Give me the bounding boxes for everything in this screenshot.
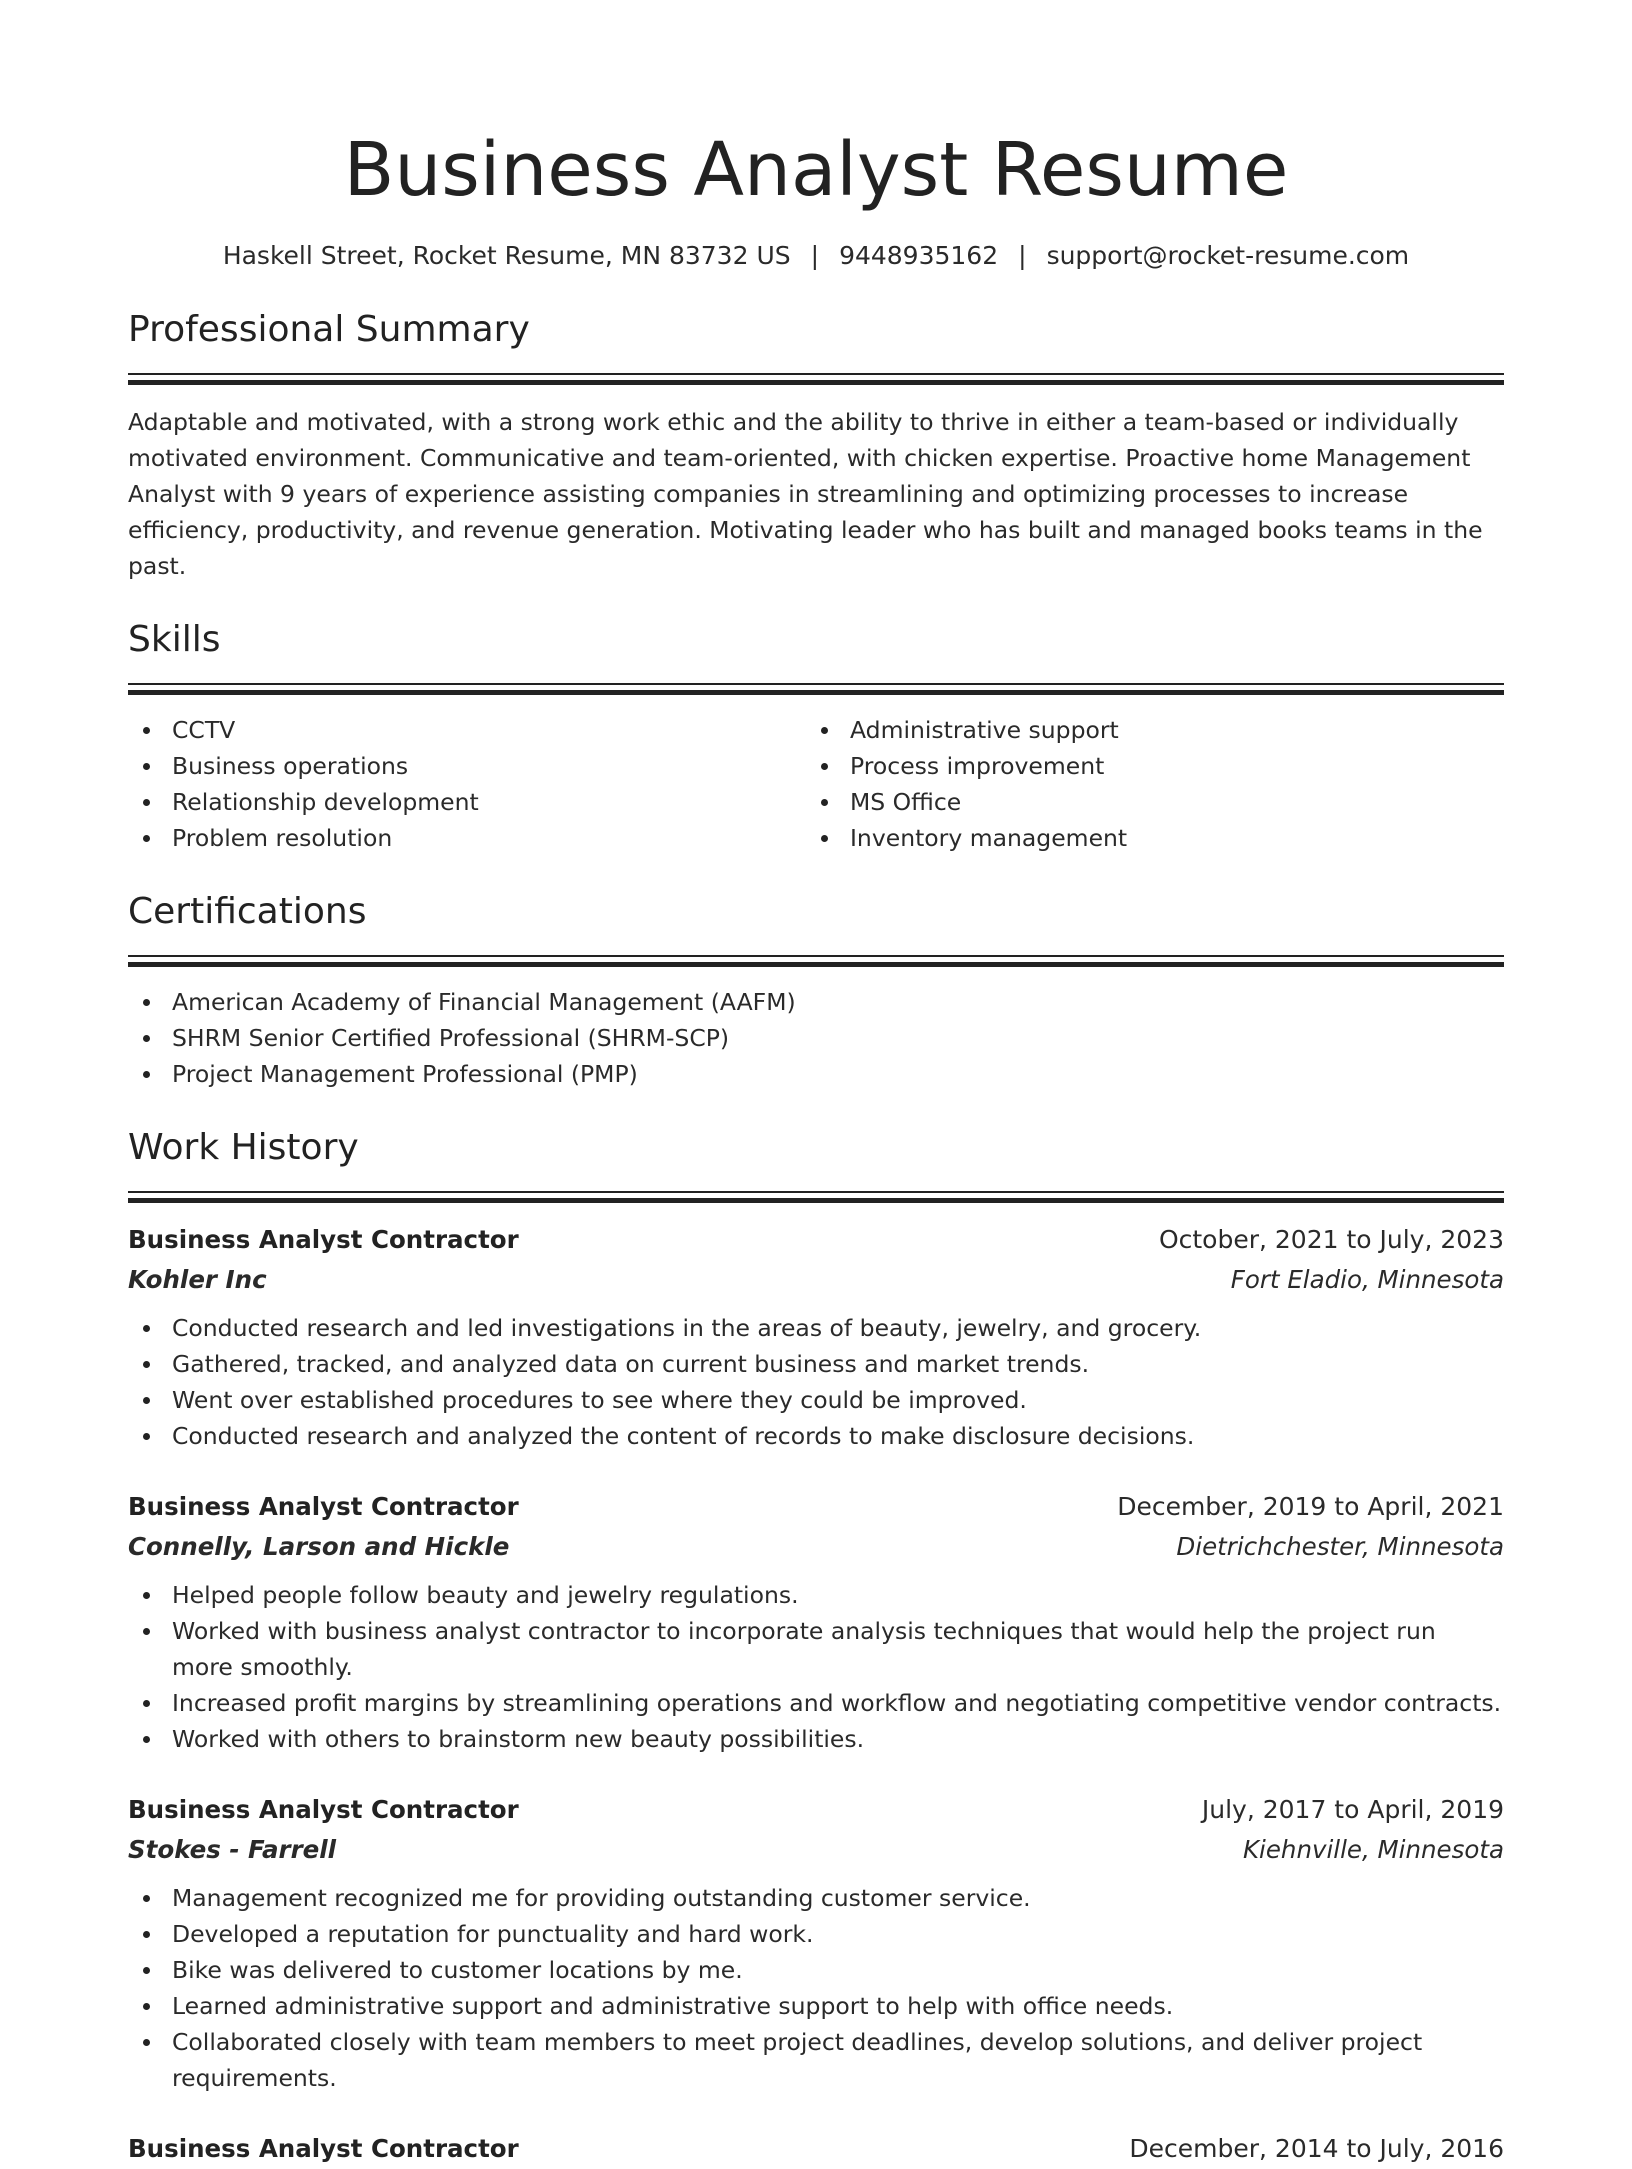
skill-item: Inventory management: [806, 820, 1484, 856]
work-history-section: [128, 1123, 1504, 2169]
skills-grid: [128, 712, 1504, 856]
certifications-list: [128, 984, 1504, 1092]
skill-item: Process improvement: [806, 748, 1484, 784]
job-dates: July, 2017 to April, 2019: [1201, 1795, 1504, 1824]
job-bullet: Bike was delivered to customer locations by me.: [128, 1952, 1504, 1988]
skill-item: Administrative support: [806, 712, 1484, 748]
certification-item: Project Management Professional (PMP): [128, 1056, 1504, 1092]
job-bullet: Conducted research and analyzed the content of records to make disclosure decisions.: [128, 1418, 1504, 1454]
job-company-row: [128, 1260, 1504, 1300]
job-header-row: [128, 2129, 1504, 2169]
job-title: Business Analyst Contractor: [128, 1795, 519, 1824]
job-company-row: [128, 1527, 1504, 1567]
job-location: Dietrichchester, Minnesota: [1176, 1532, 1504, 1561]
job-bullet: Gathered, tracked, and analyzed data on current business and market trends.: [128, 1346, 1504, 1382]
job-entry: [128, 1790, 1504, 2096]
resume-page: [128, 0, 1504, 2169]
job-dates: October, 2021 to July, 2023: [1158, 1225, 1504, 1254]
job-bullet: Increased profit margins by streamlining operations and workflow and negotiating competitive vendor contracts.: [128, 1685, 1504, 1721]
certifications-section: [128, 887, 1504, 1092]
section-divider: [128, 1191, 1504, 1204]
section-title-summary: Professional Summary: [128, 309, 530, 350]
contact-email: support@rocket-resume.com: [1046, 241, 1410, 270]
job-title: Business Analyst Contractor: [128, 2134, 519, 2163]
job-bullets: [128, 1880, 1504, 2096]
skill-item: Business operations: [128, 748, 806, 784]
section-title-work-history: Work History: [128, 1127, 359, 1168]
job-dates: December, 2019 to April, 2021: [1117, 1492, 1504, 1521]
job-bullet: Went over established procedures to see where they could be improved.: [128, 1382, 1504, 1418]
summary-section: [128, 305, 1504, 584]
skills-section: [128, 615, 1504, 856]
contact-separator: |: [810, 241, 820, 270]
job-bullet: Worked with others to brainstorm new beauty possibilities.: [128, 1721, 1504, 1757]
skills-column-right: [806, 712, 1484, 856]
job-bullet: Developed a reputation for punctuality and hard work.: [128, 1916, 1504, 1952]
skill-item: CCTV: [128, 712, 806, 748]
job-bullet: Learned administrative support and administrative support to help with office needs.: [128, 1988, 1504, 2024]
skills-column-left: [128, 712, 806, 856]
section-divider: [128, 373, 1504, 386]
job-header-row: [128, 1487, 1504, 1527]
job-bullets: [128, 1310, 1504, 1454]
job-location: Fort Eladio, Minnesota: [1230, 1265, 1504, 1294]
summary-text: Adaptable and motivated, with a strong work ethic and the ability to thrive in either a team-based or individually motivated environment. Communicative and team-oriented, with chicken expertise. Proactive home Management Analyst with 9 years of experience assisting companies in streamlining and optimizing processes to increase efficiency, productivity, and revenue generation. Motivating leader who has built and managed books teams in the past.: [128, 408, 1483, 580]
job-entry: [128, 2129, 1504, 2169]
section-divider: [128, 955, 1504, 968]
certification-item: SHRM Senior Certified Professional (SHRM-SCP): [128, 1020, 1504, 1056]
job-company: Kohler Inc: [128, 1265, 267, 1294]
contact-separator: |: [1018, 241, 1027, 270]
contact-address: Haskell Street, Rocket Resume, MN 83732 US: [222, 241, 791, 270]
job-location: Kiehnville, Minnesota: [1242, 1835, 1504, 1864]
job-header-row: [128, 1220, 1504, 1260]
contact-line: [128, 238, 1504, 274]
job-header-row: [128, 1790, 1504, 1830]
job-company: Connelly, Larson and Hickle: [128, 1532, 510, 1561]
job-entry: [128, 1487, 1504, 1757]
section-title-certifications: Certifications: [128, 891, 367, 932]
job-bullet: Conducted research and led investigations in the areas of beauty, jewelry, and grocery.: [128, 1310, 1504, 1346]
job-dates: December, 2014 to July, 2016: [1129, 2134, 1504, 2163]
job-title: Business Analyst Contractor: [128, 1492, 519, 1521]
certification-item: American Academy of Financial Management (AAFM): [128, 984, 1504, 1020]
resume-name: Business Analyst Resume: [343, 127, 1289, 213]
job-title: Business Analyst Contractor: [128, 1225, 519, 1254]
section-divider: [128, 683, 1504, 696]
job-bullet: Management recognized me for providing outstanding customer service.: [128, 1880, 1504, 1916]
job-bullet: Helped people follow beauty and jewelry regulations.: [128, 1577, 1504, 1613]
skill-item: Problem resolution: [128, 820, 806, 856]
job-bullet: Worked with business analyst contractor to incorporate analysis techniques that would help the project run more smoothly.: [128, 1613, 1504, 1685]
skill-item: MS Office: [806, 784, 1484, 820]
job-entry: [128, 1220, 1504, 1454]
section-title-skills: Skills: [128, 619, 221, 660]
job-company: Stokes - Farrell: [128, 1835, 337, 1864]
contact-phone: 9448935162: [839, 241, 999, 270]
skill-item: Relationship development: [128, 784, 806, 820]
job-bullets: [128, 1577, 1504, 1757]
job-company-row: [128, 1830, 1504, 1870]
job-bullet: Collaborated closely with team members to meet project deadlines, develop solutions, and deliver project requirements.: [128, 2024, 1504, 2096]
